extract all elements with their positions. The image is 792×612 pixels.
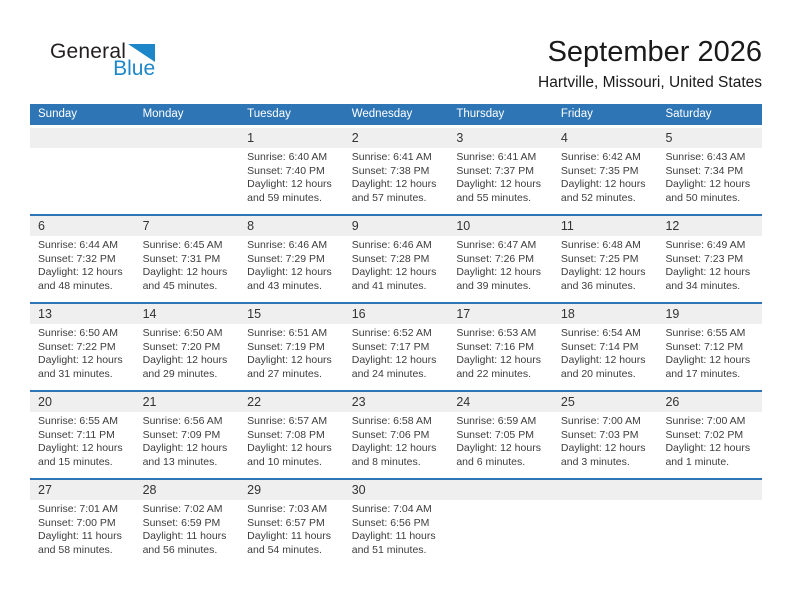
sunrise-text: Sunrise: 6:45 AM	[142, 239, 223, 251]
sunrise-text: Sunrise: 6:52 AM	[351, 327, 432, 339]
day-number	[30, 128, 135, 148]
daylight-text: Daylight: 11 hours and 51 minutes.	[351, 530, 436, 556]
daylight-text: Daylight: 12 hours and 43 minutes.	[247, 266, 332, 292]
sunrise-text: Sunrise: 6:53 AM	[456, 327, 537, 339]
sunset-text: Sunset: 7:31 PM	[142, 252, 221, 265]
day-number: 21	[142, 395, 157, 409]
daylight-text: Daylight: 12 hours and 15 minutes.	[38, 442, 123, 468]
day-number: 19	[665, 307, 680, 321]
day-number: 7	[142, 219, 150, 233]
logo-text-blue: Blue	[113, 57, 156, 80]
day-number: 23	[351, 395, 366, 409]
week-row	[30, 480, 762, 566]
day-number: 1	[247, 131, 255, 145]
day-cell	[344, 324, 449, 381]
sunrise-text: Sunrise: 6:43 AM	[665, 151, 746, 163]
sunrise-text: Sunrise: 6:48 AM	[560, 239, 641, 251]
day-number: 27	[38, 483, 52, 497]
day-content-row	[30, 324, 762, 381]
day-number	[448, 480, 553, 500]
day-content-row	[30, 500, 762, 557]
day-cell	[657, 236, 762, 293]
day-number: 2	[351, 131, 359, 145]
sunset-text: Sunset: 7:11 PM	[38, 428, 115, 441]
sunset-text: Sunset: 7:20 PM	[142, 340, 221, 353]
daylight-text: Daylight: 12 hours and 10 minutes.	[247, 442, 332, 468]
daylight-text: Daylight: 12 hours and 41 minutes.	[351, 266, 437, 292]
day-cell	[657, 412, 762, 469]
title-block	[538, 36, 762, 92]
sunset-text: Sunset: 7:19 PM	[247, 340, 325, 353]
sunset-text: Sunset: 6:56 PM	[351, 516, 430, 529]
day-number: 29	[247, 483, 262, 497]
daylight-text: Daylight: 11 hours and 58 minutes.	[38, 530, 122, 556]
daylight-text: Daylight: 12 hours and 3 minutes.	[560, 442, 646, 468]
sunrise-text: Sunrise: 6:56 AM	[142, 415, 223, 427]
day-cell	[30, 500, 135, 557]
day-cell	[135, 324, 240, 381]
day-cell	[239, 412, 344, 469]
sunrise-text: Sunrise: 6:44 AM	[38, 239, 118, 251]
day-cell	[30, 236, 135, 293]
day-number-strip	[30, 480, 762, 500]
day-number: 8	[247, 219, 255, 233]
day-cell	[553, 412, 658, 469]
weekday-header-saturday: Saturday	[665, 108, 712, 120]
sunrise-text: Sunrise: 6:58 AM	[351, 415, 432, 427]
sunrise-text: Sunrise: 6:46 AM	[247, 239, 328, 251]
day-number: 5	[665, 131, 673, 145]
day-cell	[135, 412, 240, 469]
day-cell	[553, 236, 658, 293]
daylight-text: Daylight: 12 hours and 17 minutes.	[665, 354, 751, 380]
sunrise-text: Sunrise: 7:00 AM	[560, 415, 641, 427]
week-row	[30, 392, 762, 480]
day-number: 26	[665, 395, 680, 409]
sunset-text: Sunset: 7:23 PM	[665, 252, 744, 265]
daylight-text: Daylight: 11 hours and 56 minutes.	[142, 530, 227, 556]
weekday-header-monday: Monday	[142, 108, 184, 120]
sunrise-text: Sunrise: 7:02 AM	[142, 503, 223, 515]
day-number: 22	[247, 395, 262, 409]
day-cell	[239, 500, 344, 557]
day-cell	[448, 148, 553, 205]
daylight-text: Daylight: 12 hours and 55 minutes.	[456, 178, 541, 204]
day-number: 14	[142, 307, 157, 321]
sunset-text: Sunset: 7:06 PM	[351, 428, 430, 441]
empty-day-cell	[135, 148, 240, 205]
sunrise-text: Sunrise: 6:41 AM	[456, 151, 537, 163]
sunset-text: Sunset: 7:08 PM	[247, 428, 325, 441]
sunrise-text: Sunrise: 6:54 AM	[560, 327, 641, 339]
day-number-strip	[30, 128, 762, 148]
day-number: 18	[560, 307, 575, 321]
sunrise-text: Sunrise: 7:04 AM	[351, 503, 432, 515]
sunset-text: Sunset: 6:57 PM	[247, 516, 325, 529]
page-subtitle: Hartville, Missouri, United States	[538, 74, 762, 91]
daylight-text: Daylight: 12 hours and 31 minutes.	[38, 354, 123, 380]
day-number: 15	[247, 307, 262, 321]
sunrise-text: Sunrise: 6:51 AM	[247, 327, 328, 339]
day-cell	[344, 412, 449, 469]
day-number-strip	[30, 304, 762, 324]
daylight-text: Daylight: 12 hours and 52 minutes.	[560, 178, 646, 204]
day-number: 13	[38, 307, 52, 321]
day-number: 24	[456, 395, 471, 409]
sunset-text: Sunset: 7:09 PM	[142, 428, 221, 441]
daylight-text: Daylight: 12 hours and 22 minutes.	[456, 354, 541, 380]
day-cell	[239, 148, 344, 205]
sunset-text: Sunset: 6:59 PM	[142, 516, 221, 529]
sunset-text: Sunset: 7:02 PM	[665, 428, 744, 441]
day-number: 4	[560, 131, 568, 145]
daylight-text: Daylight: 12 hours and 20 minutes.	[560, 354, 646, 380]
sunset-text: Sunset: 7:05 PM	[456, 428, 534, 441]
sunrise-text: Sunrise: 6:59 AM	[456, 415, 537, 427]
day-cell	[344, 236, 449, 293]
day-content-row	[30, 412, 762, 469]
day-cell	[30, 324, 135, 381]
sunset-text: Sunset: 7:17 PM	[351, 340, 430, 353]
day-number: 16	[351, 307, 366, 321]
day-number-strip	[30, 216, 762, 236]
sunset-text: Sunset: 7:29 PM	[247, 252, 325, 265]
day-number	[135, 128, 240, 148]
daylight-text: Daylight: 12 hours and 59 minutes.	[247, 178, 332, 204]
week-row	[30, 216, 762, 304]
day-number: 25	[560, 395, 575, 409]
daylight-text: Daylight: 12 hours and 6 minutes.	[456, 442, 541, 468]
day-cell	[239, 236, 344, 293]
sunrise-text: Sunrise: 7:03 AM	[247, 503, 328, 515]
day-cell	[553, 324, 658, 381]
day-cell	[135, 236, 240, 293]
sunset-text: Sunset: 7:32 PM	[38, 252, 116, 265]
daylight-text: Daylight: 12 hours and 29 minutes.	[142, 354, 228, 380]
day-number: 11	[560, 219, 574, 233]
sunrise-text: Sunrise: 6:50 AM	[38, 327, 118, 339]
day-number: 20	[38, 395, 52, 409]
sunset-text: Sunset: 7:00 PM	[38, 516, 116, 529]
day-content-row	[30, 236, 762, 293]
week-row	[30, 304, 762, 392]
sunrise-text: Sunrise: 6:55 AM	[38, 415, 118, 427]
sunset-text: Sunset: 7:40 PM	[247, 164, 325, 177]
day-number: 6	[38, 219, 45, 233]
sunrise-text: Sunrise: 6:46 AM	[351, 239, 432, 251]
day-cell	[657, 148, 762, 205]
daylight-text: Daylight: 12 hours and 57 minutes.	[351, 178, 437, 204]
day-cell	[448, 324, 553, 381]
sunset-text: Sunset: 7:12 PM	[665, 340, 744, 353]
sunrise-text: Sunrise: 6:47 AM	[456, 239, 537, 251]
sunrise-text: Sunrise: 6:41 AM	[351, 151, 432, 163]
weekday-header-thursday: Thursday	[456, 108, 505, 120]
logo-text-general: General	[50, 40, 127, 63]
sunrise-text: Sunrise: 6:42 AM	[560, 151, 641, 163]
daylight-text: Daylight: 12 hours and 27 minutes.	[247, 354, 332, 380]
empty-day-cell	[553, 500, 658, 557]
daylight-text: Daylight: 12 hours and 39 minutes.	[456, 266, 541, 292]
sunset-text: Sunset: 7:38 PM	[351, 164, 430, 177]
sunrise-text: Sunrise: 6:49 AM	[665, 239, 746, 251]
sunset-text: Sunset: 7:35 PM	[560, 164, 639, 177]
day-cell	[344, 148, 449, 205]
day-number: 12	[665, 219, 680, 233]
weekday-header-friday: Friday	[560, 108, 593, 120]
weekday-header-wednesday: Wednesday	[351, 108, 413, 120]
daylight-text: Daylight: 11 hours and 54 minutes.	[247, 530, 332, 556]
day-cell	[239, 324, 344, 381]
daylight-text: Daylight: 12 hours and 24 minutes.	[351, 354, 437, 380]
weekday-header-tuesday: Tuesday	[247, 108, 291, 120]
sunrise-text: Sunrise: 6:57 AM	[247, 415, 328, 427]
calendar-table	[30, 104, 762, 566]
weekday-header-sunday: Sunday	[38, 108, 78, 120]
day-number-strip	[30, 392, 762, 412]
day-number: 9	[351, 219, 359, 233]
daylight-text: Daylight: 12 hours and 8 minutes.	[351, 442, 437, 468]
empty-day-cell	[30, 148, 135, 205]
sunrise-text: Sunrise: 7:01 AM	[38, 503, 118, 515]
sunset-text: Sunset: 7:16 PM	[456, 340, 534, 353]
sunrise-text: Sunrise: 6:55 AM	[665, 327, 746, 339]
day-cell	[448, 236, 553, 293]
day-cell	[135, 500, 240, 557]
sunset-text: Sunset: 7:26 PM	[456, 252, 534, 265]
day-number: 3	[456, 131, 464, 145]
sunset-text: Sunset: 7:14 PM	[560, 340, 639, 353]
page-title: September 2026	[547, 36, 762, 68]
day-number	[553, 480, 658, 500]
week-row	[30, 128, 762, 216]
day-cell	[344, 500, 449, 557]
day-number: 28	[142, 483, 157, 497]
sunset-text: Sunset: 7:03 PM	[560, 428, 639, 441]
sunset-text: Sunset: 7:37 PM	[456, 164, 534, 177]
day-number	[657, 480, 762, 500]
sunrise-text: Sunrise: 7:00 AM	[665, 415, 746, 427]
calendar-grid	[30, 128, 762, 566]
sunset-text: Sunset: 7:28 PM	[351, 252, 430, 265]
daylight-text: Daylight: 12 hours and 1 minute.	[665, 442, 751, 468]
day-cell	[30, 412, 135, 469]
day-cell	[657, 324, 762, 381]
daylight-text: Daylight: 12 hours and 34 minutes.	[665, 266, 751, 292]
sunset-text: Sunset: 7:34 PM	[665, 164, 744, 177]
empty-day-cell	[657, 500, 762, 557]
weekday-header-row	[30, 104, 762, 125]
daylight-text: Daylight: 12 hours and 50 minutes.	[665, 178, 751, 204]
empty-day-cell	[448, 500, 553, 557]
day-cell	[553, 148, 658, 205]
sunset-text: Sunset: 7:22 PM	[38, 340, 116, 353]
day-cell	[448, 412, 553, 469]
daylight-text: Daylight: 12 hours and 36 minutes.	[560, 266, 646, 292]
daylight-text: Daylight: 12 hours and 45 minutes.	[142, 266, 228, 292]
day-number: 10	[456, 219, 471, 233]
day-number: 30	[351, 483, 366, 497]
daylight-text: Daylight: 12 hours and 48 minutes.	[38, 266, 123, 292]
general-blue-logo	[50, 42, 155, 80]
sunrise-text: Sunrise: 6:40 AM	[247, 151, 328, 163]
sunset-text: Sunset: 7:25 PM	[560, 252, 639, 265]
day-number: 17	[456, 307, 471, 321]
sunrise-text: Sunrise: 6:50 AM	[142, 327, 223, 339]
day-content-row	[30, 148, 762, 205]
daylight-text: Daylight: 12 hours and 13 minutes.	[142, 442, 228, 468]
